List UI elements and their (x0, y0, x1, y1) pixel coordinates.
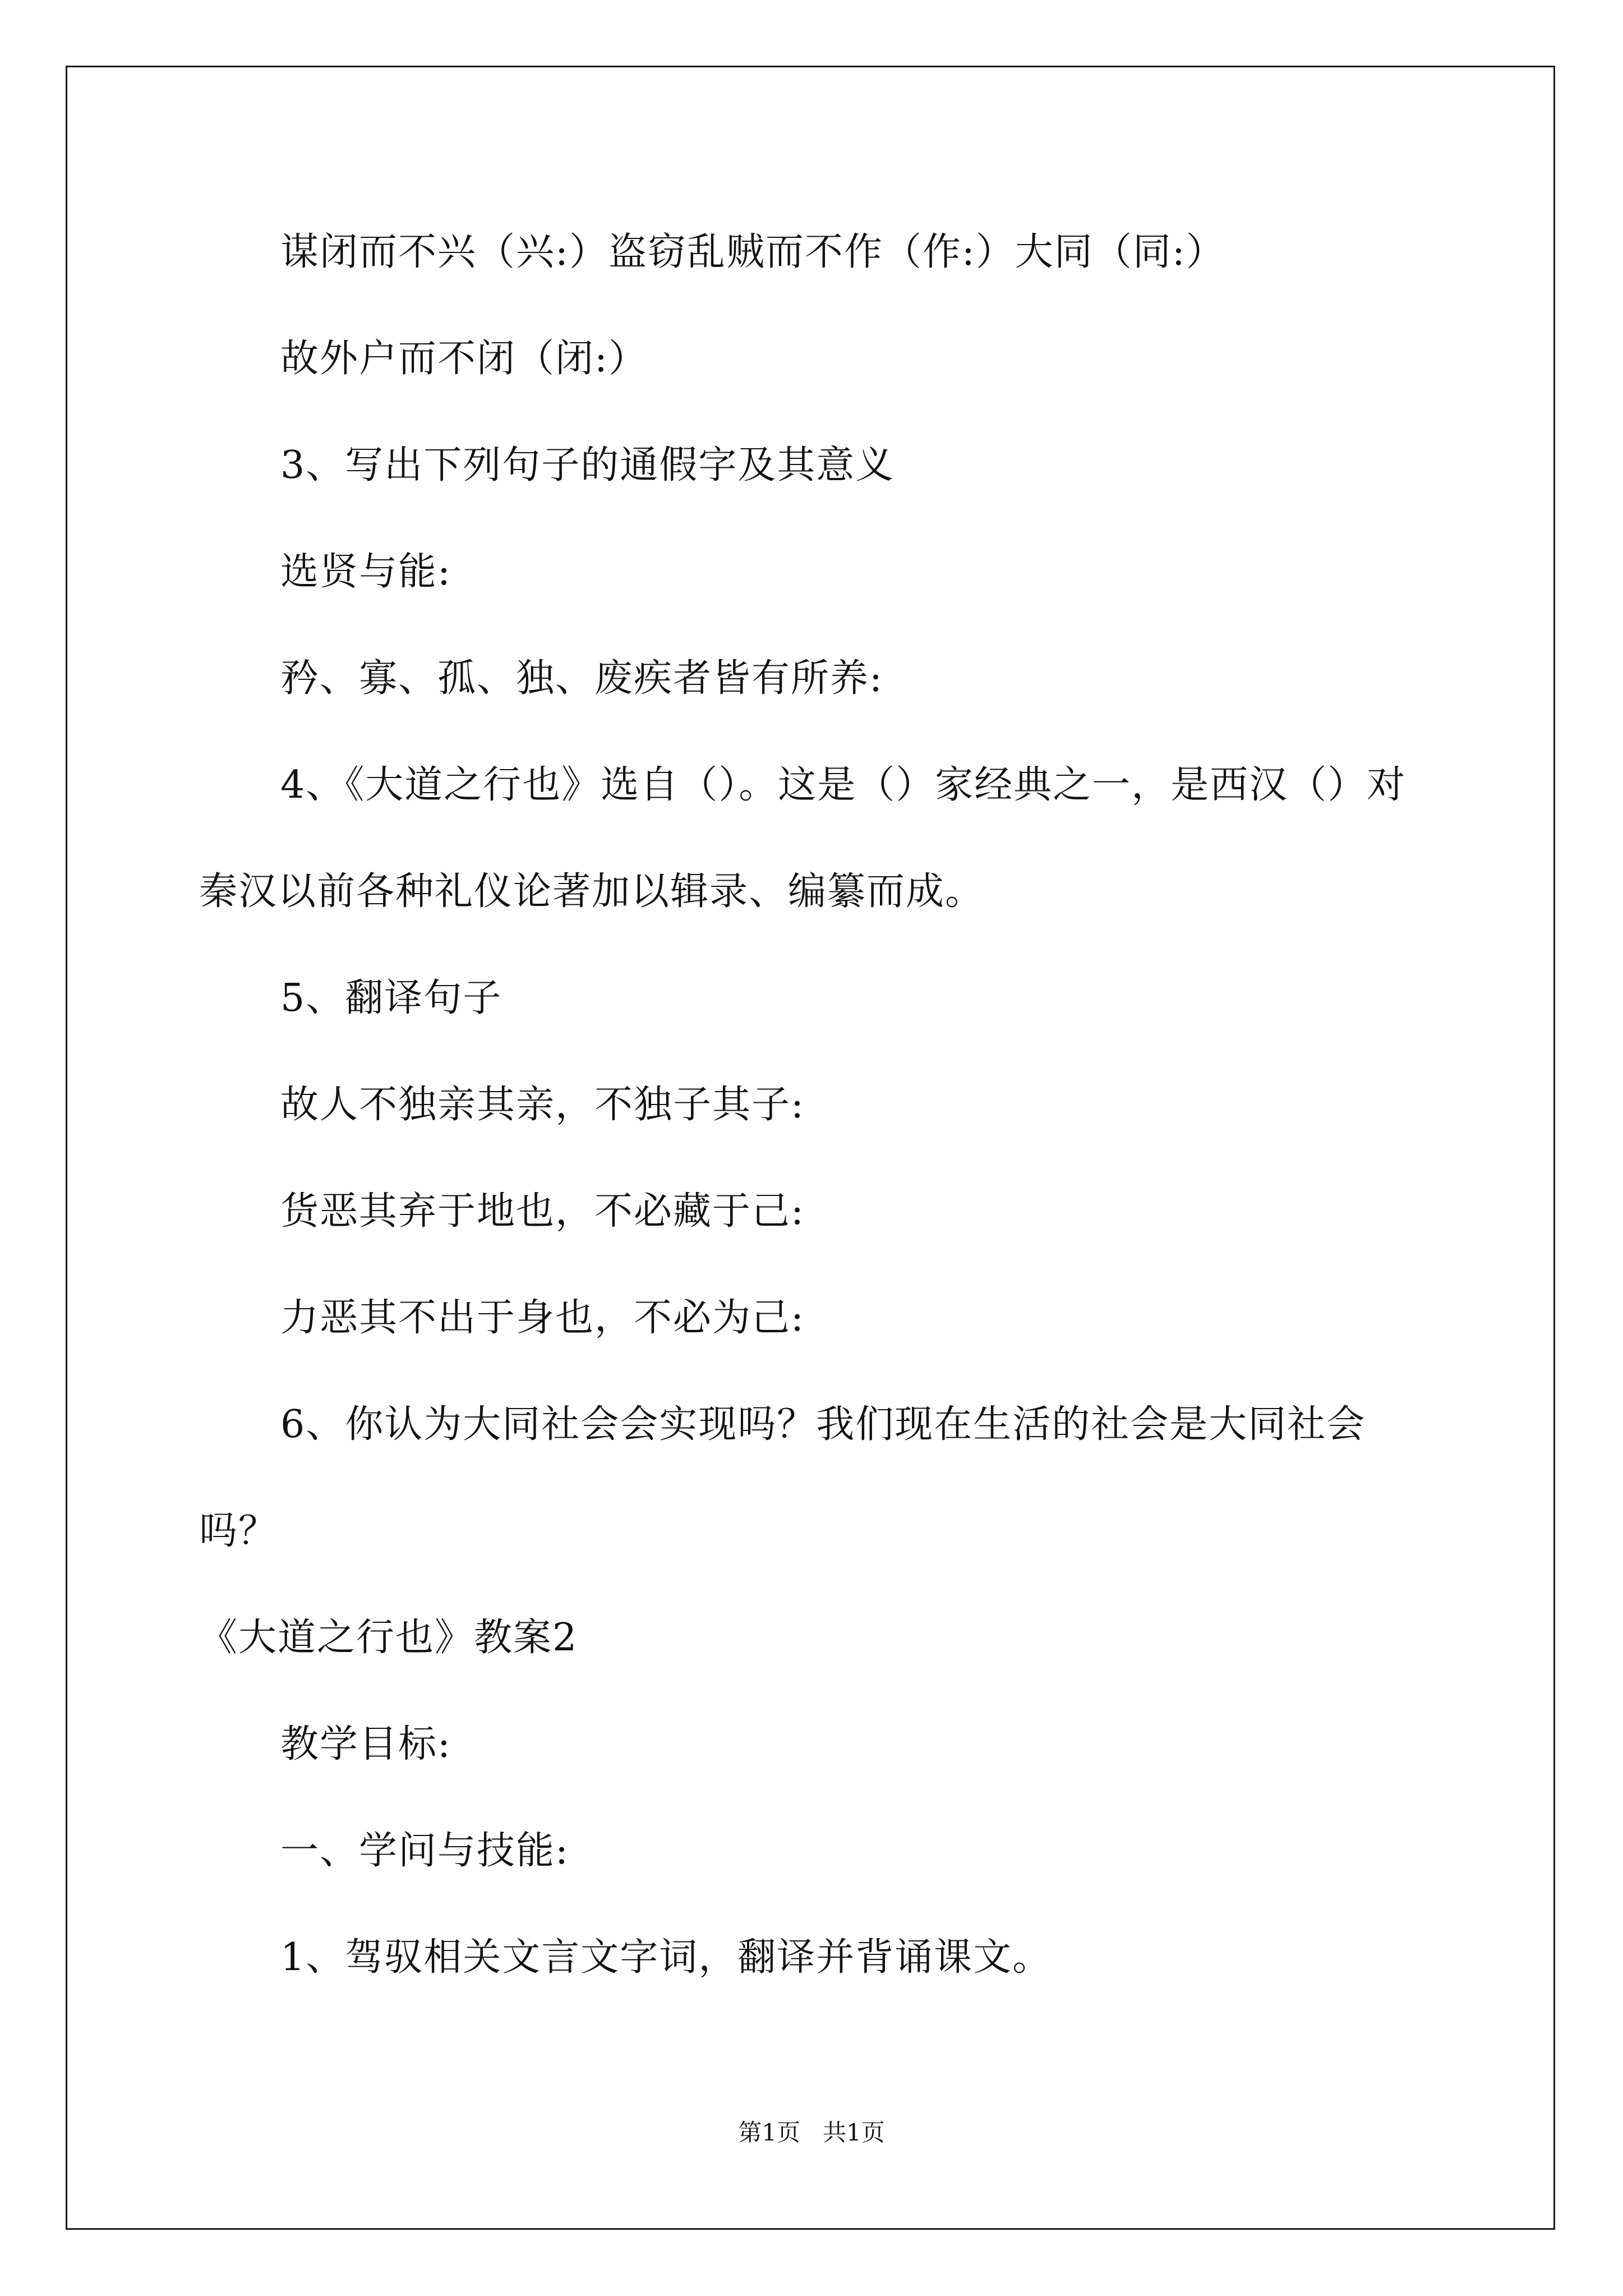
text-line-3: 3、写出下列句子的通假字及其意义 (280, 443, 895, 487)
text-line-16: 一、学问与技能: (280, 1829, 569, 1873)
text-line-4: 选贤与能: (280, 550, 451, 594)
section-heading: 《大道之行也》教案2 (199, 1616, 578, 1660)
text-line-1: 谋闭而不兴（兴:）盗窃乱贼而不作（作:）大同（同:） (280, 230, 1225, 274)
text-line-13: 吗？ (199, 1509, 278, 1553)
text-line-10: 货恶其弃于地也，不必藏于己: (280, 1189, 805, 1234)
text-line-2: 故外户而不闭（闭:） (280, 337, 648, 381)
text-line-17: 1、驾驭相关文言文字词，翻译并背诵课文。 (280, 1935, 1052, 1980)
text-line-5: 矜、寡、孤、独、废疾者皆有所养: (280, 656, 883, 701)
text-line-12: 6、你认为大同社会会实现吗？我们现在生活的社会是大同社会 (280, 1402, 1366, 1447)
page-border (66, 66, 1555, 2230)
page-footer: 第1页 共1页 (738, 2119, 885, 2146)
text-line-7: 秦汉以前各种礼仪论著加以辑录、编纂而成。 (199, 869, 985, 914)
text-line-15: 教学目标: (280, 1722, 451, 1766)
text-line-9: 故人不独亲其亲，不独子其子: (280, 1083, 805, 1127)
text-line-8: 5、翻译句子 (280, 976, 502, 1020)
text-line-11: 力恶其不出于身也，不必为己: (280, 1296, 805, 1340)
text-line-6: 4、《大道之行也》选自（）。这是（）家经典之一，是西汉（）对 (280, 763, 1407, 807)
